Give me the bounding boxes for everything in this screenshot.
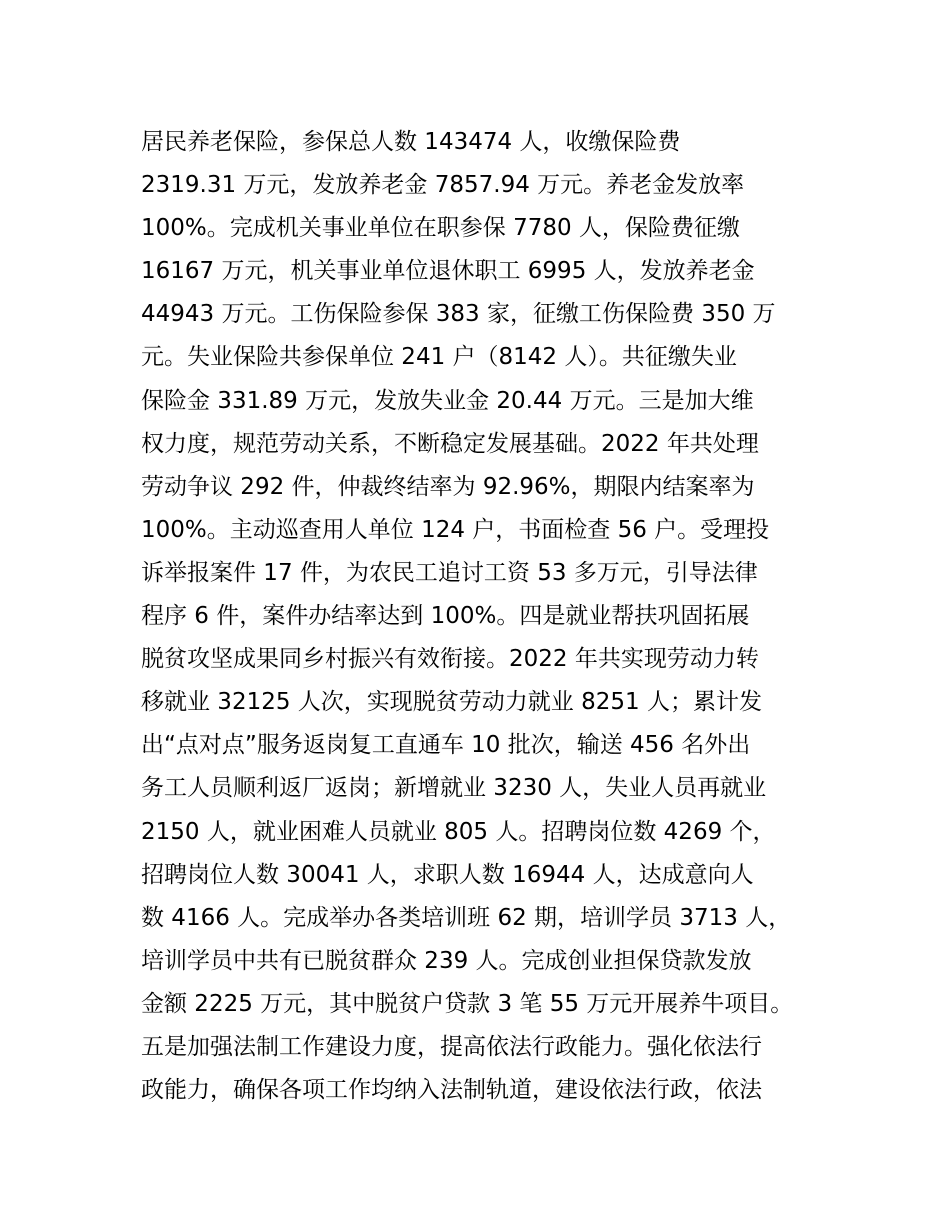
text-line-15: 出“点对点”服务返岗复工直通车 10 批次，输送 456 名外出: [141, 732, 751, 759]
text-line-5: 44943 万元。工伤保险参保 383 家，征缴工伤保险费 350 万: [141, 301, 776, 328]
text-line-18: 招聘岗位人数 30041 人，求职人数 16944 人，达成意向人: [141, 861, 754, 888]
text-line-16: 务工人员顺利返厂返岗；新增就业 3230 人，失业人员再就业: [141, 775, 767, 802]
text-line-1: 居民养老保险，参保总人数 143474 人，收缴保险费: [141, 129, 681, 155]
text-line-22: 五是加强法制工作建设力度，提高依法行政能力。强化依法行: [141, 1033, 762, 1060]
text-line-3: 100%。完成机关事业单位在职参保 7780 人，保险费征缴: [141, 215, 740, 242]
text-line-17: 2150 人，就业困难人员就业 805 人。招聘岗位数 4269 个，: [141, 818, 776, 845]
text-line-23: 政能力，确保各项工作均纳入法制轨道，建设依法行政，依法: [141, 1077, 762, 1104]
text-line-8: 权力度，规范劳动关系，不断稳定发展基础。2022 年共处理: [141, 430, 759, 457]
text-line-21: 金额 2225 万元，其中脱贫户贷款 3 笔 55 万元开展养牛项目。: [141, 990, 794, 1017]
text-line-4: 16167 万元，机关事业单位退休职工 6995 人，发放养老金: [141, 258, 755, 285]
text-line-14: 移就业 32125 人次，实现脱贫劳动力就业 8251 人；累计发: [141, 689, 762, 716]
text-line-20: 培训学员中共有已脱贫群众 239 人。完成创业担保贷款发放: [141, 947, 752, 974]
text-line-11: 诉举报案件 17 件，为农民工追讨工资 53 多万元，引导法律: [141, 559, 758, 586]
text-line-13: 脱贫攻坚成果同乡村振兴有效衔接。2022 年共实现劳动力转: [141, 646, 759, 673]
text-line-2: 2319.31 万元，发放养老金 7857.94 万元。养老金发放率: [141, 172, 745, 199]
text-line-7: 保险金 331.89 万元，发放失业金 20.44 万元。三是加大维: [141, 387, 754, 414]
text-line-9: 劳动争议 292 件，仲裁终结率为 92.96%，期限内结案率为: [141, 473, 755, 500]
body-text: [141, 121, 841, 1112]
text-line-19: 数 4166 人。完成举办各类培训班 62 期，培训学员 3713 人，: [141, 904, 792, 931]
text-line-12: 程序 6 件，案件办结率达到 100%。四是就业帮扶巩固拓展: [141, 603, 750, 630]
text-line-6: 元。失业保险共参保单位 241 户（8142 人）。共征缴失业: [141, 344, 737, 371]
text-line-10: 100%。主动巡查用人单位 124 户，书面检查 56 户。受理投: [141, 516, 770, 543]
